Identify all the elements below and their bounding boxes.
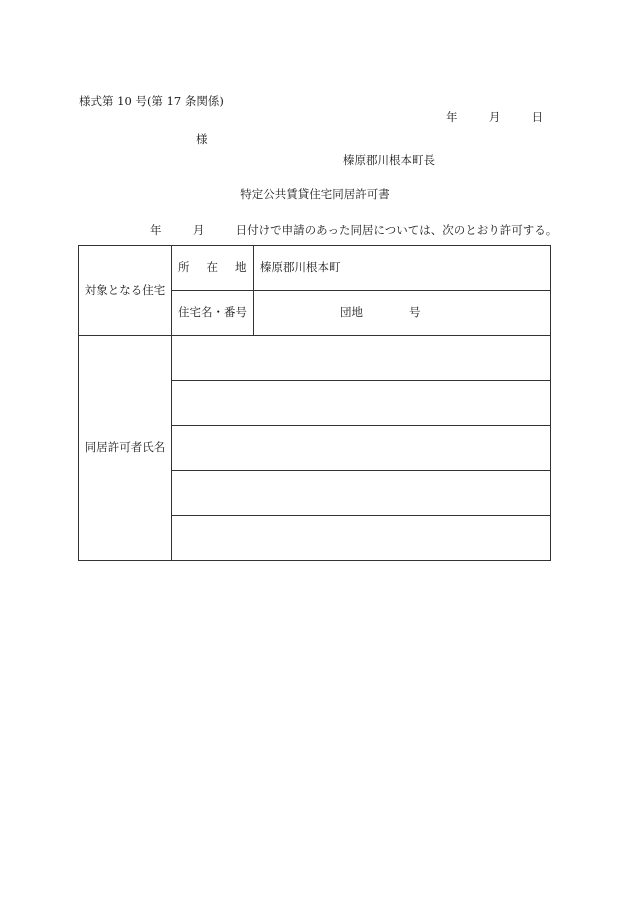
cohabitant-row[interactable]: [172, 381, 551, 426]
location-value[interactable]: 榛原郡川根本町: [254, 246, 551, 291]
location-label-char-1: 所: [178, 260, 190, 275]
housing-label: 対象となる住宅: [79, 246, 172, 336]
permit-table: [78, 245, 551, 561]
issuer: 榛原郡川根本町長: [343, 153, 435, 167]
document-title: 特定公共賃貸住宅同居許可書: [240, 187, 390, 201]
housing-name-label: 住宅名・番号: [172, 291, 254, 336]
body-text: [150, 225, 557, 237]
location-label-char-3: 地: [235, 260, 247, 275]
cohabitant-row[interactable]: [172, 336, 551, 381]
housing-name-value[interactable]: [254, 291, 551, 336]
location-label: [172, 246, 254, 291]
date-month: 月: [488, 110, 501, 124]
go-label: 号: [409, 305, 421, 320]
form-number: 様式第 10 号(第 17 条関係): [79, 94, 224, 108]
body-sentence: 日付けで申請のあった同居については、次のとおり許可する。: [235, 223, 558, 237]
addressee: 様: [196, 132, 208, 146]
cohabitant-row[interactable]: [172, 426, 551, 471]
danchi-label: 団地: [340, 305, 363, 320]
date-day: 日: [531, 110, 544, 124]
location-label-char-2: 在: [206, 260, 218, 275]
cohabitant-row[interactable]: [172, 516, 551, 561]
issue-date: [446, 112, 543, 124]
date-year: 年: [446, 110, 458, 124]
body-year: 年: [150, 223, 162, 237]
cohabitant-label: 同居許可者氏名: [79, 336, 172, 561]
cohabitant-row[interactable]: [172, 471, 551, 516]
body-month: 月: [192, 223, 205, 237]
